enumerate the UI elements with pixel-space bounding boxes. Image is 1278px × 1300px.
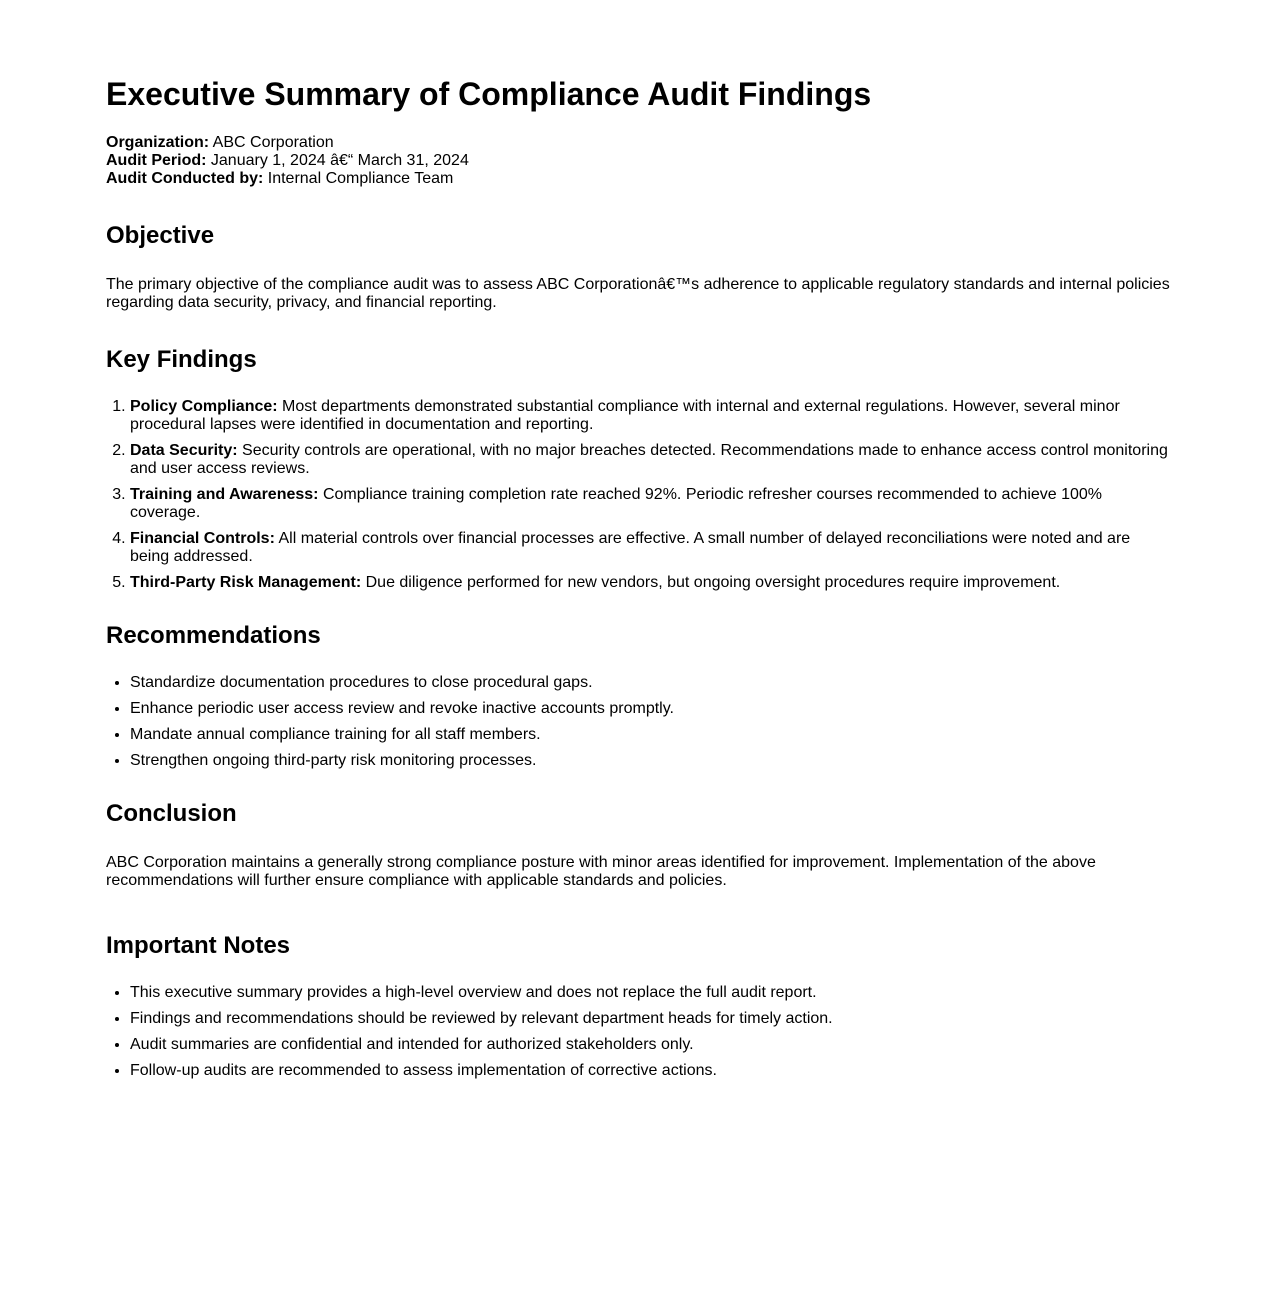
finding-text: All material controls over financial processes are effective. A small number of delayed reconciliations were noted and are being addressed. (130, 530, 1131, 565)
meta-organization (106, 134, 1172, 152)
recommendation-item: • Enhance periodic user access review and revoke inactive accounts promptly. (130, 700, 1172, 718)
recommendations-heading: Recommendations (106, 622, 321, 649)
conclusion-heading: Conclusion (106, 800, 237, 827)
page-title: Executive Summary of Compliance Audit Findings (106, 76, 872, 112)
finding-text: Most departments demonstrated substantial compliance with internal and external regulations. However, several minor procedural lapses were identified in documentation and reporting. (130, 398, 1120, 433)
meta-conducted-by (106, 170, 1172, 188)
meta-audit-period-value: January 1, 2024 â€“ March 31, 2024 (210, 152, 469, 169)
finding-text: Security controls are operational, with no major breaches detected. Recommendations made to enhance access control monitoring and user access reviews. (130, 442, 1168, 477)
conclusion-section (106, 800, 1172, 890)
note-item: • Findings and recommendations should be reviewed by relevant department heads for timely action. (130, 1010, 1172, 1028)
recommendations-section (106, 622, 1172, 770)
audit-meta (106, 134, 1172, 188)
finding-label: Data Security: (130, 442, 238, 459)
finding-item (130, 486, 1172, 522)
recommendation-item: • Standardize documentation procedures to close procedural gaps. (130, 674, 1172, 692)
finding-label: Policy Compliance: (130, 398, 278, 415)
finding-item (130, 574, 1172, 592)
recommendation-item: • Strengthen ongoing third-party risk monitoring processes. (130, 752, 1172, 770)
objective-text: The primary objective of the compliance audit was to assess ABC Corporationâ€™s adherence to applicable regulatory standards and internal policies regarding data security, privacy, and financial reporting. (106, 276, 1170, 311)
conclusion-text: ABC Corporation maintains a generally strong compliance posture with minor areas identified for improvement. Implementation of the above recommendations will further ensure compliance with applicable standards and policies. (106, 854, 1096, 889)
note-item: • Audit summaries are confidential and intended for authorized stakeholders only. (130, 1036, 1172, 1054)
finding-text: Compliance training completion rate reached 92%. Periodic refresher courses recommended to achieve 100% coverage. (130, 486, 1103, 521)
finding-label: Training and Awareness: (130, 486, 319, 503)
meta-organization-value: ABC Corporation (212, 134, 334, 151)
meta-organization-label: Organization: (106, 134, 210, 151)
key-findings-heading: Key Findings (106, 346, 257, 373)
meta-audit-period (106, 152, 1172, 170)
important-notes-list (106, 984, 1172, 1080)
important-notes-section (106, 932, 1172, 1080)
finding-item (130, 398, 1172, 434)
meta-audit-period-label: Audit Period: (106, 152, 207, 169)
finding-label: Financial Controls: (130, 530, 275, 547)
key-findings-list (106, 398, 1172, 592)
finding-item (130, 530, 1172, 566)
key-findings-section (106, 346, 1172, 592)
finding-text: Due diligence performed for new vendors, but ongoing oversight procedures require improvement. (365, 574, 1061, 591)
meta-conducted-by-label: Audit Conducted by: (106, 170, 264, 187)
note-item: • Follow-up audits are recommended to assess implementation of corrective actions. (130, 1062, 1172, 1080)
objective-heading: Objective (106, 222, 215, 249)
recommendations-list (106, 674, 1172, 770)
finding-item (130, 442, 1172, 478)
recommendation-item: • Mandate annual compliance training for all staff members. (130, 726, 1172, 744)
finding-label: Third-Party Risk Management: (130, 574, 362, 591)
objective-section (106, 222, 1172, 312)
important-notes-heading: Important Notes (106, 932, 291, 959)
meta-conducted-by-value: Internal Compliance Team (267, 170, 454, 187)
note-item: • This executive summary provides a high-level overview and does not replace the full audit report. (130, 984, 1172, 1002)
